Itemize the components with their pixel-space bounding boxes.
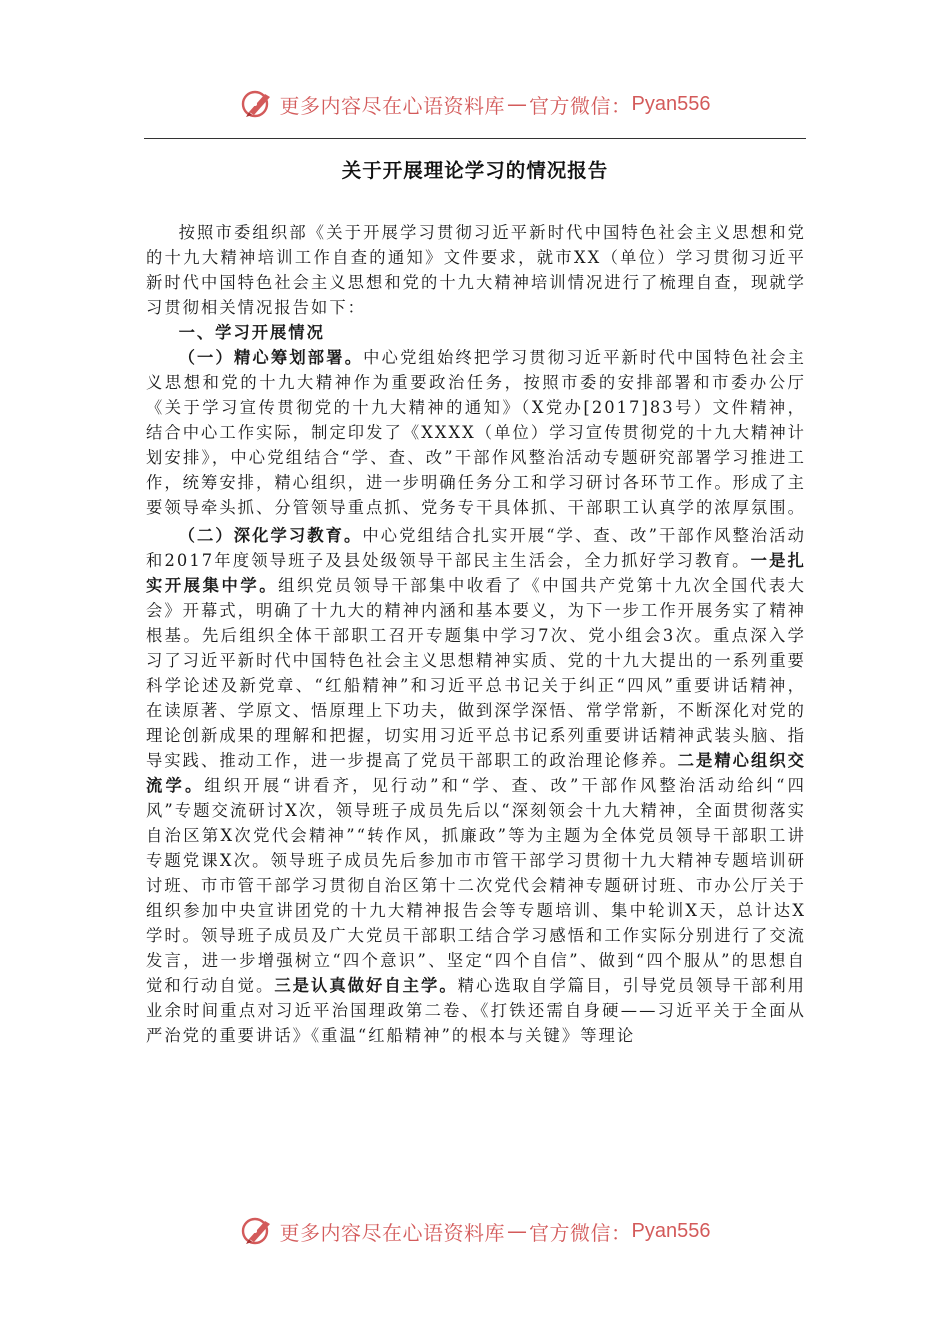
pen-nib-logo-icon: [240, 86, 276, 122]
banner-label: 官方微信：: [529, 1220, 632, 1245]
banner-dash: —: [507, 1219, 528, 1243]
document-body: [146, 220, 806, 1048]
sub-3-lead: 三是认真做好自主学。: [274, 976, 458, 995]
banner-dash: —: [507, 92, 528, 116]
sub-1-text: 组织党员领导干部集中收看了《中国共产党第十九次全国代表大会》开幕式，明确了十九大的精神内涵和基本要义，为下一步工作开展务实了精神根基。先后组织全体干部职工召开专题集中学习7次、党小组会3次。重点深入学习了习近平新时代中国特色社会主义思想精神实质、党的十九大提出的一系列重要科学论述及新党章、“红船精神”和习近平总书记关于纠正“四风”重要讲话精神，在读原著、学原文、悟原理上下功夫，做到深学深悟、常学常新，不断深化对党的理论创新成果的理解和把握，切实用习近平总书记系列重要讲话精神武装头脑、指导实践、推动工作，进一步提高了党员干部职工的政治理论修养。: [146, 576, 806, 770]
sub-2-text: 组织开展“讲看齐，见行动”和“学、查、改”干部作风整治活动给纠“四风”专题交流研讨X次，领导班子成员先后以“深刻领会十九大精神，全面贯彻落实自治区第X次党代会精神”“转作风，抓廉政”等为主题为全体党员领导干部职工讲专题党课X次。领导班子成员先后参加市市管干部学习贯彻十九大精神专题培训研讨班、市市管干部学习贯彻自治区第十二次党代会精神专题研讨班、市办公厅关于组织参加中央宣讲团党的十九大精神报告会等专题培训、集中轮训X天，总计达X学时。领导班子成员及广大党员干部职工结合学习感悟和工作实际分别进行了交流发言，进一步增强树立“四个意识”、坚定“四个自信”、做到“四个服从”的思想自觉和行动自觉。: [146, 776, 806, 995]
document-title: 关于开展理论学习的情况报告: [341, 159, 609, 182]
item-1-lead: （一）精心筹划部署。: [178, 348, 364, 367]
paragraph-item-2: [146, 523, 806, 1048]
header-watermark-banner: [0, 84, 950, 124]
item-2-lead: （二）深化学习教育。: [178, 526, 363, 545]
header-divider: [144, 138, 806, 139]
banner-text: 更多内容尽在心语资料库: [279, 1220, 506, 1245]
banner-wechat-id: Pyan556: [631, 1219, 711, 1242]
paragraph-item-1: [146, 345, 806, 520]
banner-label: 官方微信：: [529, 93, 632, 118]
footer-watermark-banner: [0, 1211, 950, 1251]
item-1-text: 中心党组始终把学习贯彻习近平新时代中国特色社会主义思想和党的十九大精神作为重要政治任务，按照市委的安排部署和市委办公厅《关于学习宣传贯彻党的十九大精神的通知》（X党办[2017]83号）文件精神，结合中心工作实际，制定印发了《XXXX（单位）学习宣传贯彻党的十九大精神计划安排》，中心党组结合“学、查、改”干部作风整治活动专题研究部署学习推进工作，统筹安排，精心组织，进一步明确任务分工和学习研讨各环节工作。形成了主要领导牵头抓、分管领导重点抓、党务专干具体抓、干部职工认真学的浓厚氛围。: [146, 348, 806, 517]
intro-paragraph: 按照市委组织部《关于开展学习贯彻习近平新时代中国特色社会主义思想和党的十九大精神培训工作自查的通知》文件要求，就市XX（单位）学习贯彻习近平新时代中国特色社会主义思想和党的十九大精神培训情况进行了梳理自查，现就学习贯彻相关情况报告如下：: [146, 223, 806, 317]
banner-text: 更多内容尽在心语资料库: [279, 93, 506, 118]
sub-2-lead: 二是精心组织交流学。: [146, 751, 806, 795]
sub-3-text: 精心选取自学篇目，引导党员领导干部利用业余时间重点对习近平治国理政第二卷、《打铁还需自身硬——习近平关于全面从严治党的重要讲话》《重温“红船精神”的根本与关键》等理论: [146, 976, 806, 1045]
pen-nib-logo-icon: [240, 1213, 276, 1249]
banner-wechat-id: Pyan556: [631, 92, 711, 115]
item-2-text: 中心党组结合扎实开展“学、查、改”干部作风整治活动和2017年度领导班子及县处级领导干部民主生活会，全力抓好学习教育。: [146, 526, 806, 570]
sub-1-lead: 一是扎实开展集中学。: [146, 551, 806, 595]
section-heading-1: 一、学习开展情况: [178, 323, 325, 342]
